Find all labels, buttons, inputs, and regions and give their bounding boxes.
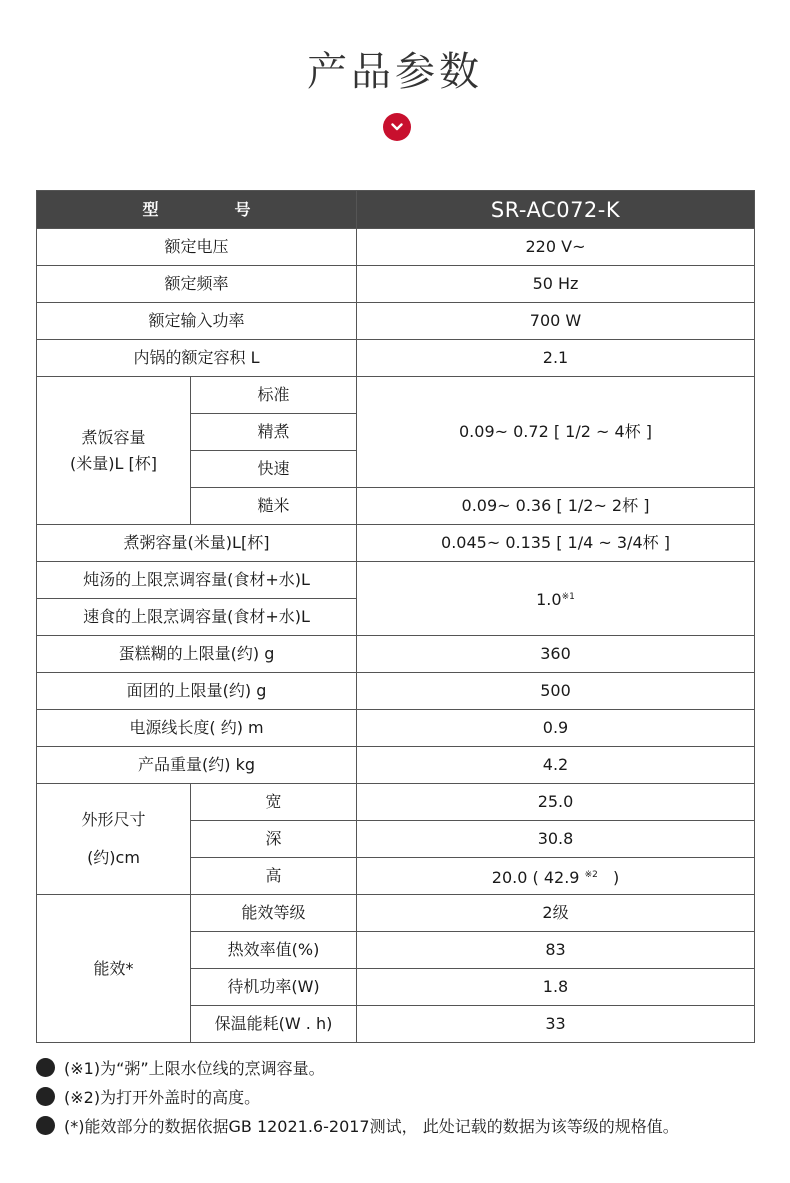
energy-grade-label: 能效等级 <box>191 895 357 932</box>
row-value: 0.9 <box>357 710 755 747</box>
row-label: 蛋糕糊的上限量(约) g <box>37 636 357 673</box>
energy-standby-label: 待机功率(W) <box>191 969 357 1006</box>
footnote-item: (※2)为打开外盖时的高度。 <box>36 1082 776 1111</box>
rice-capacity-label: 煮饭容量 (米量)L [杯] <box>37 377 191 525</box>
footnote-item: (*)能效部分的数据依据GB 12021.6-2017测试， 此处记载的数据为该等级的规格值。 <box>36 1111 776 1140</box>
row-label: 内锅的额定容积 L <box>37 340 357 377</box>
table-row <box>37 229 755 266</box>
energy-keepwarm-value: 33 <box>357 1006 755 1043</box>
dim-height-value: 20.0 ( 42.9 $^{※2}$ ) <box>357 858 755 895</box>
footnote-mark: ※1 <box>561 592 575 602</box>
chevron-down-icon[interactable] <box>383 113 411 141</box>
table-header-row <box>37 191 755 229</box>
dimensions-label: 外形尺寸 (约)cm <box>37 784 191 895</box>
dim-width-label: 宽 <box>191 784 357 821</box>
table-row <box>37 377 755 414</box>
rice-mode-quick: 快速 <box>191 451 357 488</box>
row-value: 500 <box>357 673 755 710</box>
footnote-mark: ※2 <box>584 869 598 880</box>
rice-mode-fine: 精煮 <box>191 414 357 451</box>
rice-mode-brown: 糙米 <box>191 488 357 525</box>
row-label: 速食的上限烹调容量(食材+水)L <box>37 599 357 636</box>
row-label: 额定输入功率 <box>37 303 357 340</box>
energy-thermal-value: 83 <box>357 932 755 969</box>
rice-range-brown: 0.09~ 0.36 [ 1/2~ 2杯 ] <box>357 488 755 525</box>
page-title: 产品参数 <box>307 49 483 95</box>
energy-label: 能效* <box>37 895 191 1043</box>
row-value: 700 W <box>357 303 755 340</box>
dim-height-label: 高 <box>191 858 357 895</box>
energy-standby-value: 1.8 <box>357 969 755 1006</box>
table-row <box>37 673 755 710</box>
table-row <box>37 747 755 784</box>
spec-table <box>36 190 755 1043</box>
energy-thermal-label: 热效率值(%) <box>191 932 357 969</box>
energy-keepwarm-label: 保温能耗(W . h) <box>191 1006 357 1043</box>
table-row <box>37 710 755 747</box>
row-label: 产品重量(约) kg <box>37 747 357 784</box>
row-label: 面团的上限量(约) g <box>37 673 357 710</box>
row-label: 煮粥容量(米量)L[杯] <box>37 525 357 562</box>
dim-width-value: 25.0 <box>357 784 755 821</box>
row-value: 220 V~ <box>357 229 755 266</box>
table-row <box>37 525 755 562</box>
rice-range-main: 0.09~ 0.72 [ 1/2 ~ 4杯 ] <box>357 377 755 488</box>
header-model-label: 型 号 <box>37 191 357 229</box>
row-value: 2.1 <box>357 340 755 377</box>
footnote-item: (※1)为“粥”上限水位线的烹调容量。 <box>36 1053 776 1082</box>
table-row <box>37 895 755 932</box>
table-row <box>37 784 755 821</box>
row-label: 额定频率 <box>37 266 357 303</box>
table-row <box>37 340 755 377</box>
table-row <box>37 266 755 303</box>
row-label: 电源线长度( 约) m <box>37 710 357 747</box>
dim-depth-value: 30.8 <box>357 821 755 858</box>
bullet-dot-icon <box>36 1087 55 1106</box>
footnotes <box>36 1053 776 1140</box>
table-row <box>37 303 755 340</box>
row-label: 炖汤的上限烹调容量(食材+水)L <box>37 562 357 599</box>
row-value: 0.045~ 0.135 [ 1/4 ~ 3/4杯 ] <box>357 525 755 562</box>
energy-grade-value: 2级 <box>357 895 755 932</box>
bullet-dot-icon <box>36 1116 55 1135</box>
dim-depth-label: 深 <box>191 821 357 858</box>
table-row <box>37 636 755 673</box>
table-row <box>37 562 755 599</box>
row-label: 额定电压 <box>37 229 357 266</box>
row-value: 50 Hz <box>357 266 755 303</box>
bullet-dot-icon <box>36 1058 55 1077</box>
row-value: 4.2 <box>357 747 755 784</box>
header-model-value: SR-AC072-K <box>357 191 755 229</box>
soup-value: 1.0$^{※1}$ <box>357 562 755 636</box>
row-value: 360 <box>357 636 755 673</box>
rice-mode-standard: 标准 <box>191 377 357 414</box>
